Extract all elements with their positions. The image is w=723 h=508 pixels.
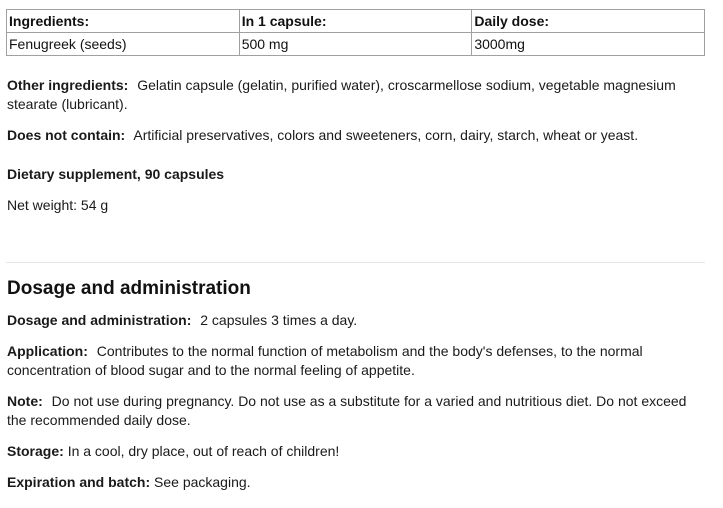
product-type-text: Dietary supplement, 90 capsules bbox=[7, 166, 225, 182]
expiration-text: See packaging. bbox=[154, 474, 251, 490]
application-label: Application: bbox=[7, 343, 88, 359]
note-text: Do not use during pregnancy. Do not use as a substitute for a varied and nutritious diet. Do not exceed the recommended daily dose. bbox=[7, 393, 687, 428]
dosage-text: 2 capsules 3 times a day. bbox=[200, 312, 358, 328]
application-text: Contributes to the normal function of metabolism and the body's defenses, to the normal concentration of blood sugar and to the normal feeling of appetite. bbox=[7, 343, 643, 378]
product-type-paragraph bbox=[7, 165, 707, 184]
ingredients-column-header: Ingredients: bbox=[7, 10, 240, 33]
dosage-paragraph bbox=[7, 311, 707, 330]
application-paragraph bbox=[7, 342, 707, 380]
storage-text: In a cool, dry place, out of reach of children! bbox=[67, 443, 340, 459]
ingredients-table-header-row bbox=[7, 10, 705, 33]
does-not-contain-label: Does not contain: bbox=[7, 127, 126, 143]
storage-paragraph bbox=[7, 442, 707, 461]
ingredients-table bbox=[6, 9, 705, 56]
note-label: Note: bbox=[7, 393, 43, 409]
other-ingredients-paragraph bbox=[7, 76, 707, 114]
other-ingredients-label: Other ingredients: bbox=[7, 77, 129, 93]
section-divider bbox=[6, 262, 705, 263]
daily-dose-column-header: Daily dose: bbox=[472, 10, 705, 33]
storage-label: Storage: bbox=[7, 443, 64, 459]
daily-dose-amount-cell: 3000mg bbox=[472, 33, 705, 56]
expiration-paragraph bbox=[7, 473, 707, 492]
per-capsule-amount-cell: 500 mg bbox=[239, 33, 472, 56]
net-weight-paragraph bbox=[7, 196, 707, 215]
table-row bbox=[7, 33, 705, 56]
does-not-contain-paragraph bbox=[7, 126, 707, 145]
note-paragraph bbox=[7, 392, 707, 430]
dosage-label: Dosage and administration: bbox=[7, 312, 192, 328]
ingredient-name-cell: Fenugreek (seeds) bbox=[7, 33, 240, 56]
per-capsule-column-header: In 1 capsule: bbox=[239, 10, 472, 33]
does-not-contain-text: Artificial preservatives, colors and sweeteners, corn, dairy, starch, wheat or yeast. bbox=[133, 127, 639, 143]
dosage-section-title: Dosage and administration bbox=[7, 278, 251, 299]
other-ingredients-text: Gelatin capsule (gelatin, purified water), croscarmellose sodium, vegetable magnesium stearate (lubricant). bbox=[7, 77, 676, 112]
net-weight-text: Net weight: 54 g bbox=[7, 197, 109, 213]
expiration-label: Expiration and batch: bbox=[7, 474, 151, 490]
